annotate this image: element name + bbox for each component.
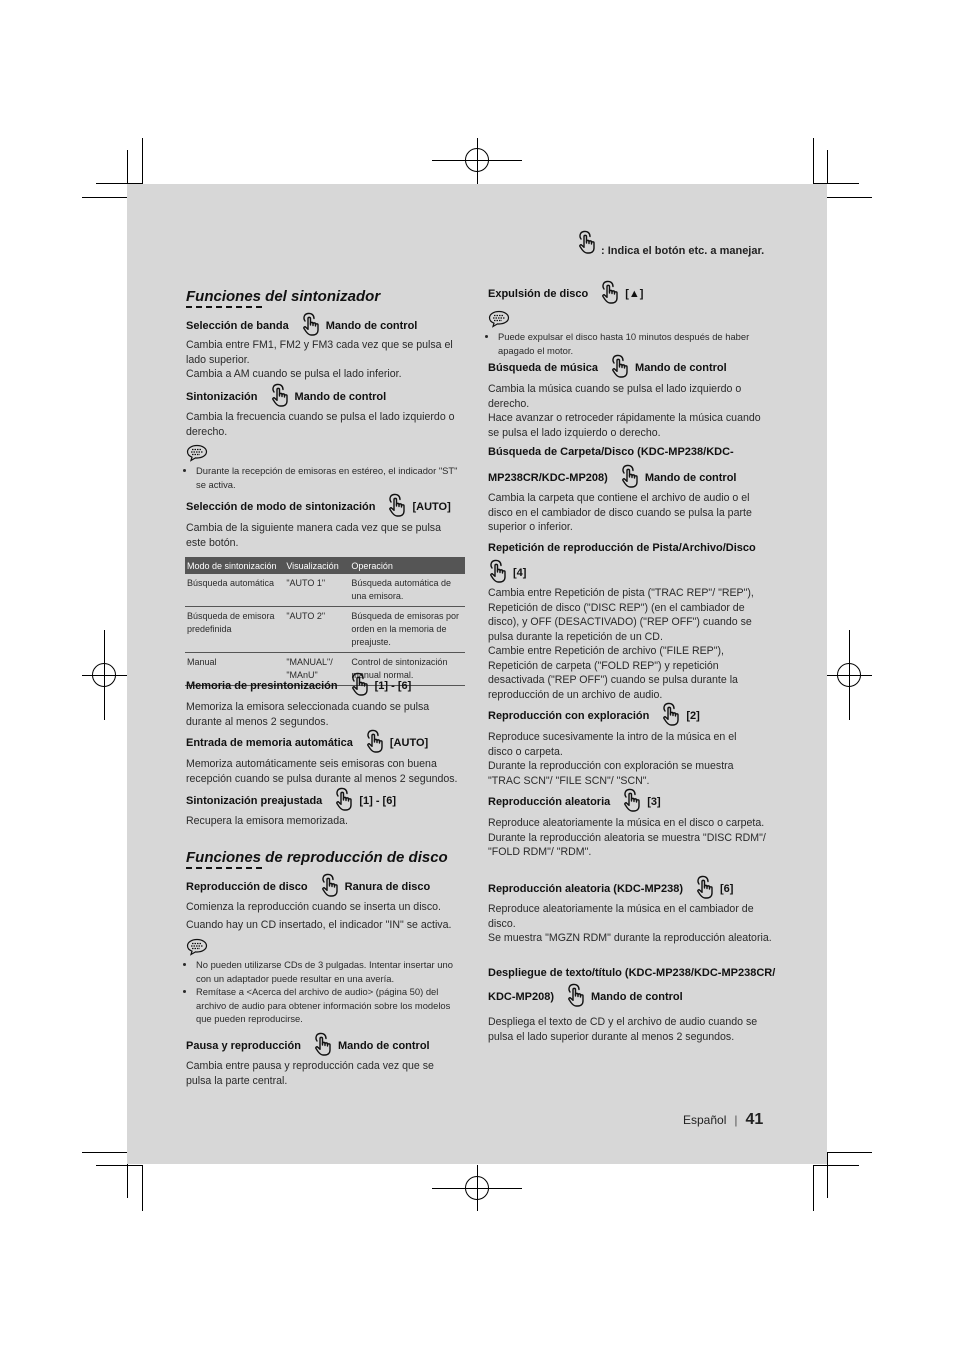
control-knob-label: Mando de control	[644, 471, 737, 484]
hand-press-icon	[301, 312, 323, 339]
random-mp238-text: Reproduce aleatoriamente la música en el cambiador de disco. Se muestra "MGZN RDM" durante la reproducción aleatoria.	[488, 903, 772, 944]
eject-heading	[488, 280, 643, 307]
scroll-heading-2	[488, 983, 683, 1010]
scroll-label: Despliegue de texto/título (KDC-MP238/KDC-MP238CR/	[488, 967, 776, 979]
band-heading	[186, 312, 417, 339]
preset-tuning-text: Recupera la emisora memorizada.	[186, 815, 348, 827]
mode-label: Selección de modo de sintonización	[186, 500, 376, 513]
pause-label: Pausa y reproducción	[186, 1039, 301, 1052]
table-row	[185, 607, 465, 653]
crop-mark	[813, 1165, 814, 1211]
hand-press-icon	[695, 875, 717, 902]
crop-mark	[827, 197, 872, 198]
hand-press-icon	[610, 354, 632, 381]
crop-mark	[127, 150, 128, 184]
hand-press-icon	[387, 493, 409, 520]
button-6-label: [6]	[719, 882, 734, 895]
pause-text: Cambia entre pausa y reproducción cada vez que se pulsa la parte central.	[186, 1060, 434, 1087]
eject-note	[488, 330, 773, 357]
tuner-section-title: Funciones del sintonizador	[186, 288, 381, 305]
table-cell: Control de sintonización manual normal.	[349, 653, 465, 686]
registration-mark	[465, 148, 489, 172]
hand-press-icon	[577, 230, 599, 257]
disc-play-label: Reproducción de disco	[186, 880, 308, 893]
music-search-heading	[488, 354, 727, 381]
legend	[577, 230, 764, 257]
preset-memory-heading	[186, 672, 411, 699]
crop-mark	[82, 1152, 127, 1153]
legend-text: : Indica el botón etc. a manejar.	[601, 245, 765, 257]
hand-press-icon	[365, 729, 387, 756]
hand-press-icon	[270, 383, 292, 410]
crop-mark	[813, 1165, 859, 1166]
table-cell: Búsqueda automática	[185, 574, 284, 607]
page-number: 41	[745, 1111, 764, 1128]
pause-heading	[186, 1032, 430, 1059]
auto-button-label: [AUTO]	[389, 736, 429, 749]
footer-separator: |	[734, 1113, 738, 1127]
control-knob-label: Mando de control	[337, 1039, 430, 1052]
page-footer	[683, 1111, 763, 1129]
tuning-heading	[186, 383, 386, 410]
hand-press-icon	[320, 873, 342, 900]
tuning-label: Sintonización	[186, 390, 258, 403]
note-item: • No pueden utilizarse CDs de 3 pulgadas. Intentar insertar uno con un adaptador puede resultar en una avería.	[196, 958, 466, 985]
preset-buttons-label: [1] - [6]	[359, 794, 396, 807]
disc-play-heading	[186, 873, 430, 900]
repeat-control	[488, 559, 526, 586]
hand-press-icon	[334, 787, 356, 814]
button-3-label: [3]	[647, 795, 661, 808]
note-item: • Remítase a <Acerca del archivo de audio> (página 50) del archivo de audio para obtener información sobre los modelos que pueden reproducirse.	[196, 985, 466, 1026]
registration-mark	[92, 663, 116, 687]
random-mp238-heading	[488, 875, 733, 902]
table-cell: Manual	[185, 653, 284, 686]
table-header-cell: Modo de sintonización	[185, 557, 284, 574]
folder-search-heading-1	[488, 446, 734, 458]
table-cell: Búsqueda de emisoras por orden en la memoria de preajuste.	[349, 607, 465, 653]
preset-buttons-label: [1] - [6]	[374, 679, 412, 692]
crop-mark	[827, 1152, 828, 1198]
table-header-cell: Operación	[349, 557, 465, 574]
table-header-row	[185, 557, 465, 574]
crop-mark	[827, 150, 828, 184]
scan-text: Reproduce sucesivamente la intro de la música en el disco o carpeta. Durante la reproducción con exploración se muestra "TRAC SCN"/ "FILE SCN"/ "SCN".	[488, 731, 737, 787]
button-4-label: [4]	[513, 566, 527, 579]
crop-mark	[142, 1165, 143, 1211]
crop-mark	[96, 1165, 142, 1166]
scroll-heading-1	[488, 967, 775, 979]
scroll-text: Despliega el texto de CD y el archivo de audio cuando se pulsa el lado superior durante al menos 2 segundos.	[488, 1016, 758, 1043]
repeat-heading	[488, 542, 756, 554]
button-2-label: [2]	[686, 709, 700, 722]
control-knob-label: Mando de control	[325, 319, 418, 332]
auto-memory-label: Entrada de memoria automática	[186, 736, 353, 749]
folder-search-text: Cambia la carpeta que contiene el archivo de audio o el disco en el cambiador de disco cuando se pulsa la parte superior o inferior.	[488, 492, 752, 533]
table-cell: "MANUAL"/ "MAnU"	[284, 653, 349, 686]
tuning-mode-table	[185, 557, 465, 686]
table-cell: Búsqueda de emisora predefinida	[185, 607, 284, 653]
random-heading	[488, 788, 661, 815]
preset-tuning-heading	[186, 787, 396, 814]
note-item: • Puede expulsar el disco hasta 10 minutos después de haber apagado el motor.	[498, 330, 773, 357]
crop-mark	[142, 138, 143, 184]
scroll-label: KDC-MP208)	[488, 990, 555, 1003]
section-divider	[186, 867, 262, 869]
scan-label: Reproducción con exploración	[488, 709, 650, 722]
disc-section-title: Funciones de reproducción de disco	[186, 849, 448, 866]
scan-heading	[488, 702, 700, 729]
auto-button-label: [AUTO]	[412, 500, 451, 513]
mode-heading	[186, 493, 451, 520]
crop-mark	[827, 1152, 872, 1153]
eject-label: Expulsión de disco	[488, 287, 589, 300]
hand-press-icon	[350, 672, 372, 699]
folder-search-heading-2	[488, 464, 736, 491]
registration-mark	[465, 1176, 489, 1200]
table-cell: "AUTO 2"	[284, 607, 349, 653]
footer-language: Español	[683, 1113, 727, 1127]
preset-tuning-label: Sintonización preajustada	[186, 794, 323, 807]
folder-search-label: MP238CR/KDC-MP208)	[488, 471, 608, 484]
random-label: Reproducción aleatoria	[488, 795, 611, 808]
hand-press-icon	[600, 280, 622, 307]
random-text: Reproduce aleatoriamente la música en el disco o carpeta. Durante la reproducción aleatoria se muestra "DISC RDM"/ "FOLD RDM"/ "RDM".	[488, 817, 766, 858]
repeat-label: Repetición de reproducción de Pista/Archivo/Disco	[488, 542, 756, 554]
disc-notes	[186, 958, 466, 1026]
hand-press-icon	[622, 788, 644, 815]
crop-mark	[82, 197, 127, 198]
band-text: Cambia entre FM1, FM2 y FM3 cada vez que se pulsa el lado superior. Cambia a AM cuando se pulsa el lado inferior.	[186, 339, 453, 380]
band-label: Selección de banda	[186, 319, 289, 332]
tuning-note	[186, 464, 466, 491]
random-mp238-label: Reproducción aleatoria (KDC-MP238)	[488, 882, 683, 895]
table-header-cell: Visualización	[284, 557, 349, 574]
control-knob-label: Mando de control	[294, 390, 387, 403]
preset-memory-label: Memoria de presintonización	[186, 679, 338, 692]
control-knob-label: Mando de control	[591, 990, 683, 1003]
hand-press-icon	[313, 1032, 335, 1059]
repeat-text: Cambia entre Repetición de pista ("TRAC REP"/ "REP"), Repetición de disco ("DISC REP") (en el cambiador de disco), y OFF (DESACTIVADO) ("REP OFF") cuando se pulsa durante la repetición de un CD. Cambie entre Repetición de archivo ("FILE REP"), Repetición de carpeta ("FOLD REP") y repetición desactivada ("REP OFF") cuando se pulsa durante la reproducción de un archivo de audio.	[488, 587, 754, 701]
hand-press-icon	[620, 464, 642, 491]
auto-memory-text: Memoriza automáticamente seis emisoras con buena recepción cuando se pulsa durante al menos 2 segundos.	[186, 758, 458, 785]
registration-mark	[837, 663, 861, 687]
eject-button-label: [▲]	[625, 287, 644, 300]
disc-slot-label: Ranura de disco	[344, 880, 431, 893]
disc-play-text: Cuando hay un CD insertado, el indicador "IN" se activa.	[186, 919, 452, 931]
hand-press-icon	[661, 702, 683, 729]
table-body	[185, 574, 465, 686]
mode-text: Cambia de la siguiente manera cada vez que se pulsa este botón.	[186, 522, 441, 549]
music-search-label: Búsqueda de música	[488, 361, 599, 374]
preset-memory-text: Memoriza la emisora seleccionada cuando se pulsa durante al menos 2 segundos.	[186, 701, 430, 728]
table-cell: "AUTO 1"	[284, 574, 349, 607]
tuning-text: Cambia la frecuencia cuando se pulsa el lado izquierdo o derecho.	[186, 411, 455, 438]
crop-mark	[813, 138, 814, 184]
table-cell: Búsqueda automática de una emisora.	[349, 574, 465, 607]
control-knob-label: Mando de control	[635, 361, 727, 374]
table-row	[185, 574, 465, 607]
hand-press-icon	[488, 559, 510, 586]
hand-press-icon	[566, 983, 588, 1010]
folder-search-label: Búsqueda de Carpeta/Disco (KDC-MP238/KDC-	[488, 446, 734, 458]
music-search-text: Cambia la música cuando se pulsa el lado izquierdo o derecho. Hace avanzar o retroceder rápidamente la música cuando se pulsa el lado izquierdo o derecho.	[488, 383, 761, 439]
note-item: • Durante la recepción de emisoras en estéreo, el indicador "ST" se activa.	[196, 464, 466, 491]
auto-memory-heading	[186, 729, 428, 756]
section-divider	[186, 306, 262, 308]
disc-play-text: Comienza la reproducción cuando se inserta un disco.	[186, 901, 441, 913]
